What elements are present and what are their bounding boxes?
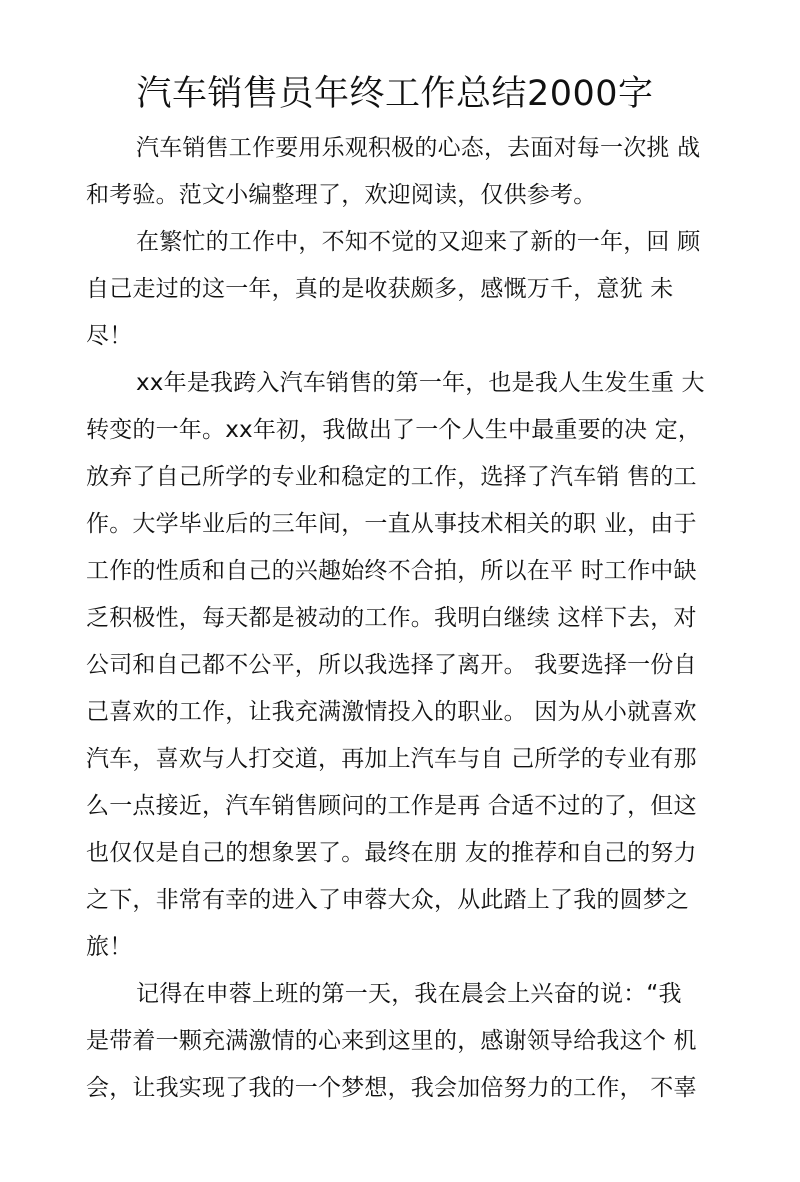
- paragraph-line: 公司和自己都不公平，所以我选择了离开。 我要选择一份自: [86, 652, 697, 678]
- paragraph-line: 也仅仅是自己的想象罢了。最终在朋 友的推荐和自己的努力: [86, 840, 697, 866]
- paragraph-line: 自己走过的这一年，真的是收获颇多，感慨万千，意犹 未: [86, 276, 674, 302]
- paragraph-line: 记得在申蓉上班的第一天，我在晨会上兴奋的说：“我: [136, 981, 682, 1007]
- paragraph-line: 么一点接近，汽车销售顾问的工作是再 合适不过的了，但这: [86, 793, 697, 819]
- paragraph-line: 在繁忙的工作中，不知不觉的又迎来了新的一年，回 顾: [136, 229, 701, 255]
- paragraph-line: 之下，非常有幸的进入了申蓉大众，从此踏上了我的圆梦之: [86, 887, 690, 913]
- document-title: 汽车销售员年终工作总结2000字: [136, 74, 654, 114]
- paragraph-line: 工作的性质和自己的兴趣始终不合拍，所以在平 时工作中缺: [86, 558, 697, 584]
- paragraph-line: 转变的一年。xx年初，我做出了一个人生中最重要的决 定，: [86, 417, 702, 443]
- paragraph-line: 是带着一颗充满激情的心来到这里的，感谢领导给我这个 机: [86, 1028, 697, 1054]
- paragraph-line: 作。大学毕业后的三年间，一直从事技术相关的职 业，由于: [86, 511, 697, 537]
- paragraph-line: 己喜欢的工作，让我充满激情投入的职业。 因为从小就喜欢: [86, 699, 697, 725]
- paragraph-line: 汽车，喜欢与人打交道，再加上汽车与自 己所学的专业有那: [86, 746, 697, 772]
- paragraph-line: xx年是我跨入汽车销售的第一年，也是我人生发生重 大: [136, 370, 705, 396]
- paragraph-line: 会，让我实现了我的一个梦想，我会加倍努力的工作， 不辜: [86, 1075, 697, 1101]
- paragraph-line: 乏积极性，每天都是被动的工作。我明白继续 这样下去，对: [86, 605, 697, 631]
- paragraph-line: 和考验。范文小编整理了，欢迎阅读，仅供参考。: [86, 182, 597, 208]
- paragraph-line: 旅！: [86, 934, 133, 960]
- paragraph-line: 放弃了自己所学的专业和稳定的工作，选择了汽车销 售的工: [86, 464, 697, 490]
- paragraph-line: 汽车销售工作要用乐观积极的心态，去面对每一次挑 战: [136, 135, 701, 161]
- paragraph-line: 尽！: [86, 323, 133, 349]
